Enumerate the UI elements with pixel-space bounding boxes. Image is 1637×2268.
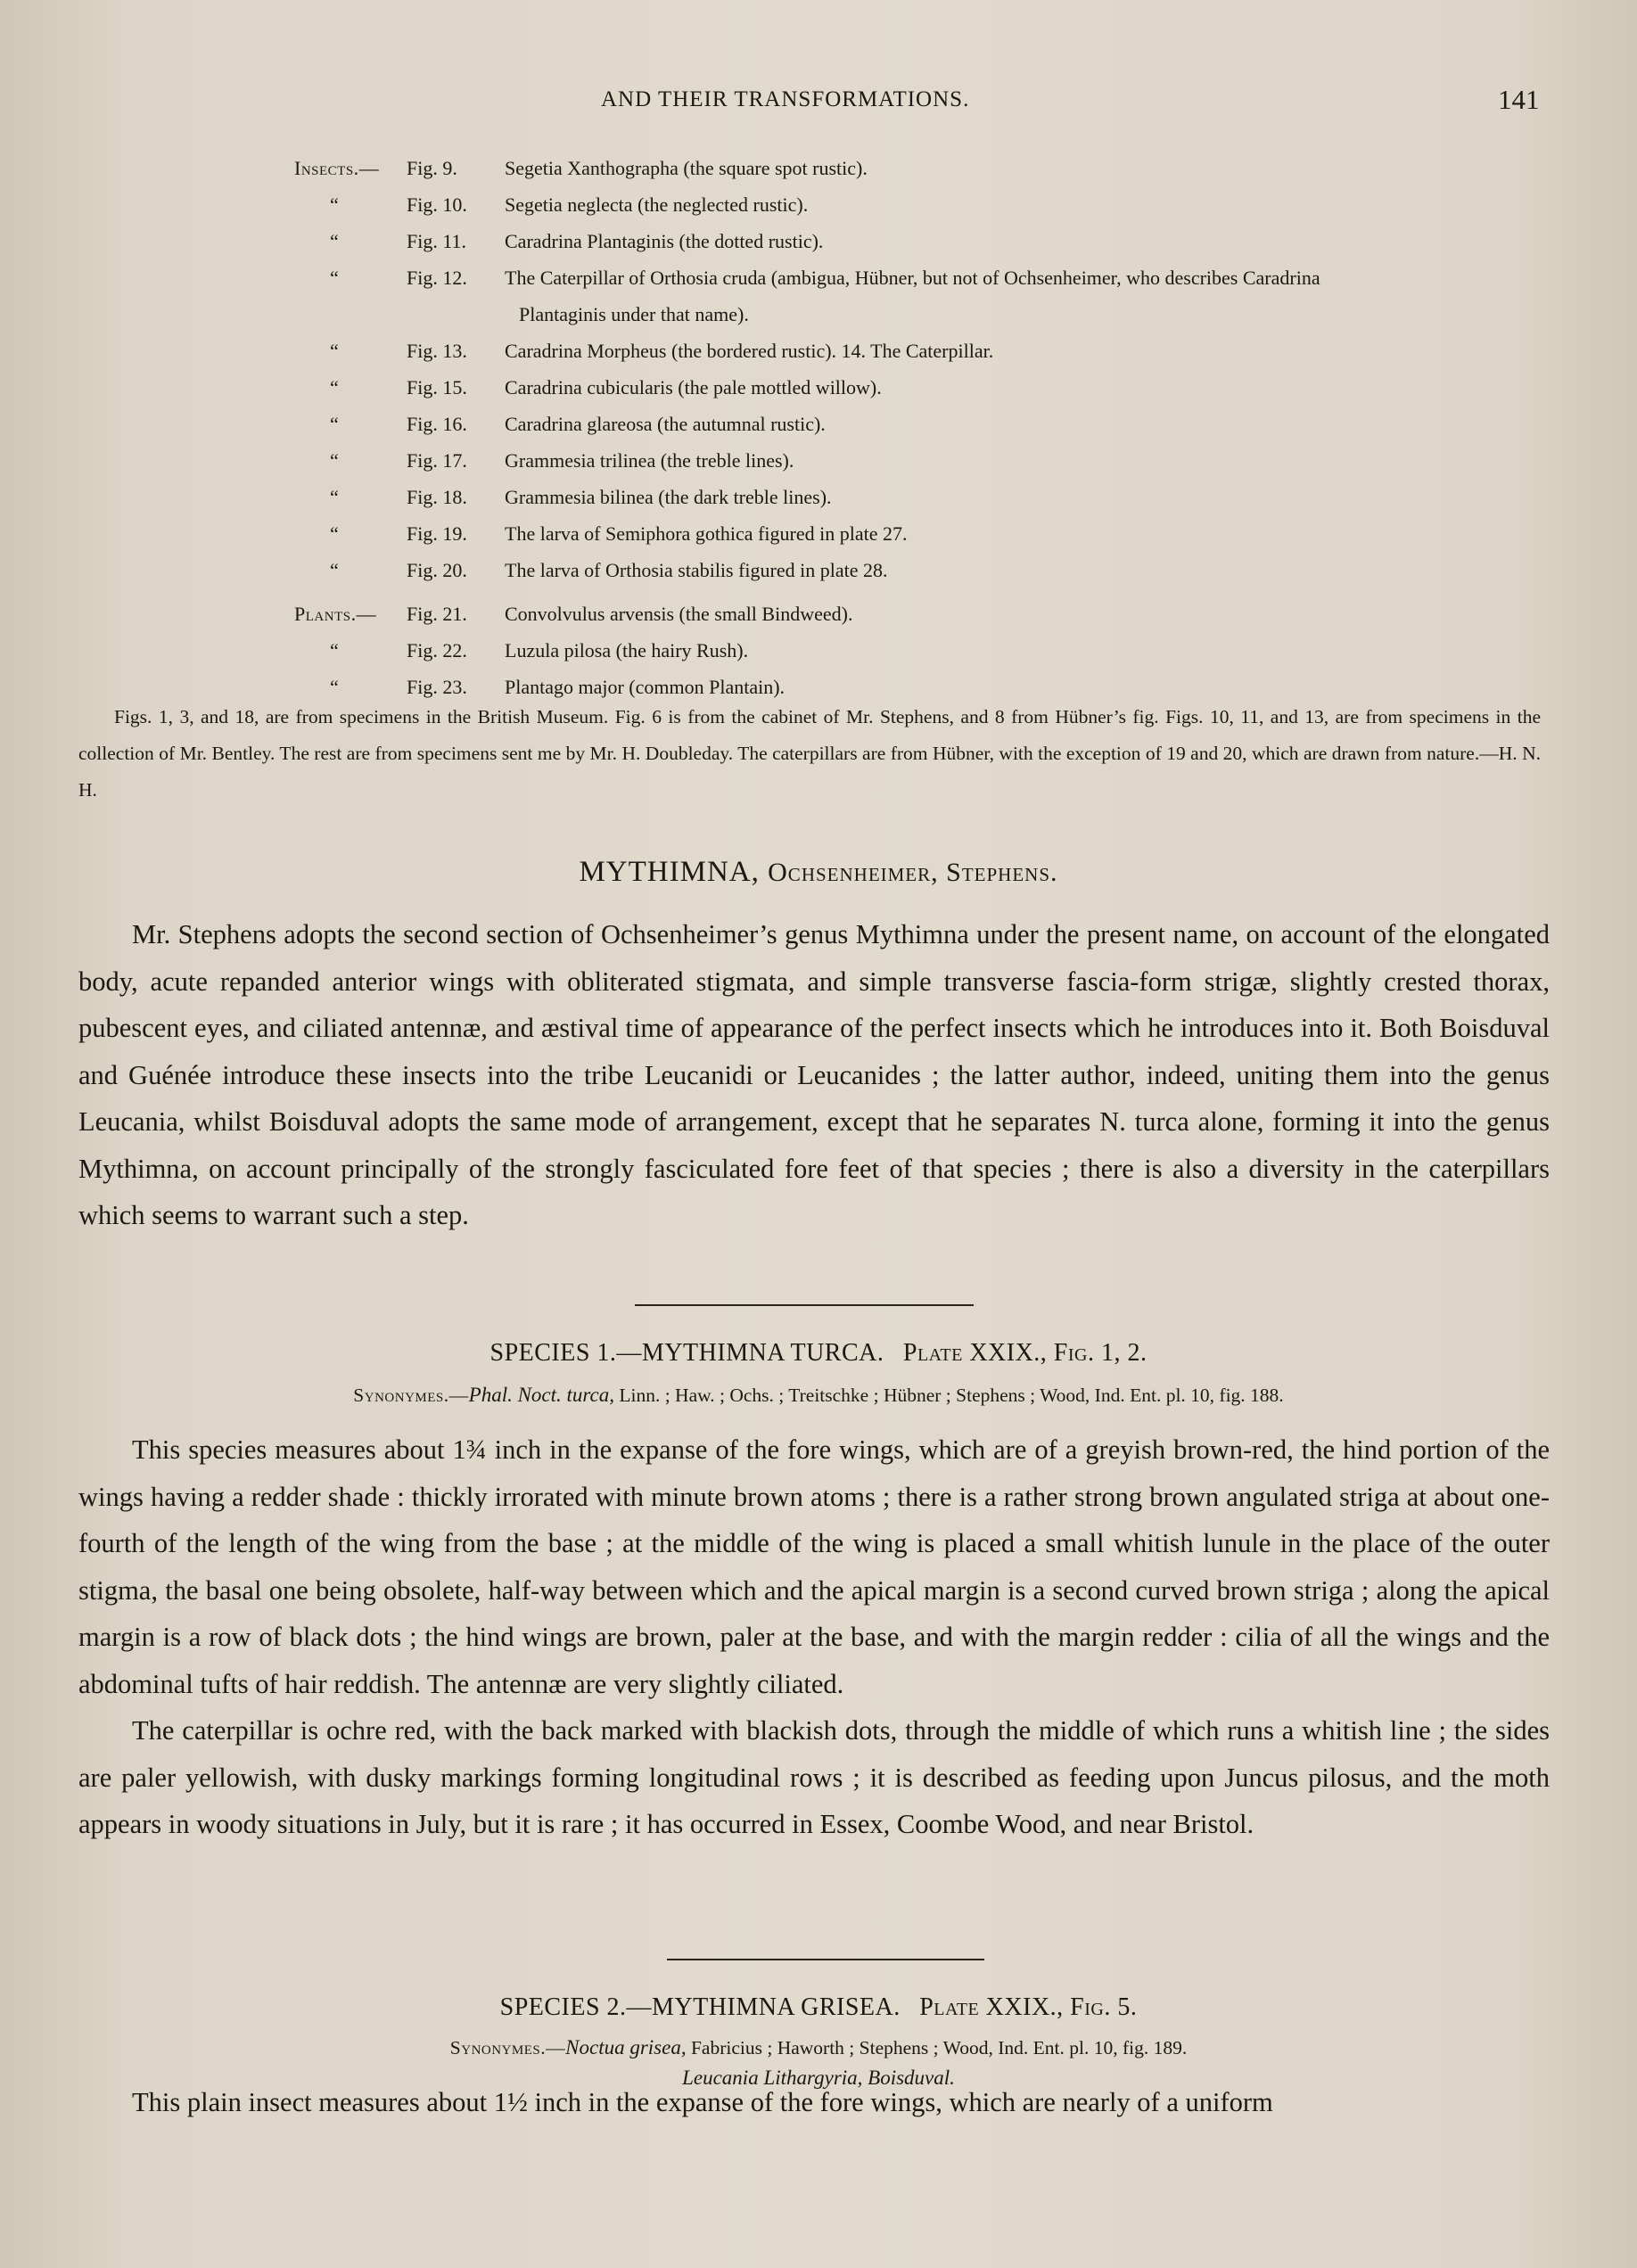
figure-description: Convolvulus arvensis (the small Bindweed). <box>505 603 853 625</box>
species-1-paragraph-2: The caterpillar is ochre red, with the back marked with blackish dots, through the middle of which runs a whitish line ; the sides are paler yellowish, with dusky markings forming longitudinal rows ; it is described as feeding upon Juncus pilosus, and the moth appears in woody situations in July, but it is rare ; it has occurred in Essex, Coombe Wood, and near Bristol. <box>78 1715 1550 1839</box>
figure-entry <box>294 369 1578 406</box>
section-rule <box>667 1959 984 1960</box>
ditto-mark: “ <box>330 486 339 508</box>
group-name: Insects. <box>294 157 359 179</box>
synonym-rest: Fabricius ; Haworth ; Stephens ; Wood, Ind. Ent. pl. 10, fig. 189. <box>686 2037 1188 2058</box>
figure-description: Grammesia trilinea (the treble lines). <box>505 449 794 472</box>
figure-entry <box>294 223 1578 259</box>
figure-number: Fig. 9. <box>407 157 457 179</box>
figure-entry <box>294 632 1578 669</box>
figure-description: Caradrina Morpheus (the bordered rustic). 14. The Caterpillar. <box>505 340 994 362</box>
figure-number: Fig. 15. <box>407 376 467 399</box>
figure-group-label <box>294 150 379 186</box>
figure-description: Grammesia bilinea (the dark treble lines). <box>505 486 832 508</box>
ditto-mark: “ <box>330 522 339 545</box>
species-2-description <box>78 2079 1550 2126</box>
figure-description: Plantaginis under that name). <box>519 303 749 325</box>
species-1-description <box>78 1426 1550 1848</box>
species-2-plate: Plate XXIX., Fig. 5. <box>919 1993 1138 2021</box>
running-header <box>0 84 1637 123</box>
figure-entry <box>294 479 1578 515</box>
figure-description: Caradrina Plantaginis (the dotted rustic). <box>505 230 824 252</box>
species-2-paragraph-1: This plain insect measures about 1½ inch in the expanse of the fore wings, which are nearly of a uniform <box>132 2087 1273 2117</box>
synonym-rest: Linn. ; Haw. ; Ochs. ; Treitschke ; Hübner ; Stephens ; Wood, Ind. Ent. pl. 10, fig. 188. <box>613 1385 1284 1406</box>
ditto-mark: “ <box>330 449 339 472</box>
figure-entry <box>294 186 1578 223</box>
figure-description: Caradrina glareosa (the autumnal rustic). <box>505 413 826 435</box>
ditto-mark: “ <box>330 230 339 252</box>
figure-number: Fig. 20. <box>407 559 467 581</box>
figure-group-label <box>294 596 376 632</box>
figure-entry <box>294 296 1578 333</box>
figure-description: Segetia Xanthographa (the square spot rustic). <box>505 157 868 179</box>
group-dash: — <box>356 603 377 625</box>
group-dash: — <box>358 157 380 179</box>
figure-description: The Caterpillar of Orthosia cruda (ambigua, Hübner, but not of Ochsenheimer, who describes Caradrina <box>505 267 1320 289</box>
synonym-line-2: Leucania Lithargyria, Boisduval. <box>682 2067 955 2089</box>
figure-number: Fig. 13. <box>407 340 467 362</box>
genus-heading <box>0 856 1637 889</box>
group-gap <box>294 588 1578 596</box>
species-1-plate: Plate XXIX., Fig. 1, 2. <box>902 1339 1148 1367</box>
genus-paragraph: Mr. Stephens adopts the second section of Ochsenheimer’s genus Mythimna under the present name, on account of the elongated body, acute repanded anterior wings with obliterated stigmata, and simple transverse fascia-form strigæ, slightly crested thorax, pubescent eyes, and ciliated antennæ, and æstival time of appearance of the perfect insects which he introduces into it. Both Boisduval and Guénée introduce these insects into the tribe Leucanidi or Leucanides ; the latter author, indeed, uniting them into the genus Leucania, whilst Boisduval adopts the same mode of arrangement, except that he separates N. turca alone, forming it into the genus Mythimna, on account principally of the strongly fasciculated fore feet of that species ; there is also a diversity in the caterpillars which seems to warrant such a step. <box>78 919 1550 1230</box>
figure-entry <box>294 259 1578 296</box>
synonym-italic: Phal. Noct. turca, <box>468 1384 614 1406</box>
ditto-mark: “ <box>330 413 339 435</box>
species-2-title: SPECIES 2.—MYTHIMNA GRISEA. <box>499 1993 901 2021</box>
figure-number: Fig. 18. <box>407 486 467 508</box>
figure-list <box>294 150 1578 705</box>
ditto-mark: “ <box>330 267 339 289</box>
figure-number: Fig. 12. <box>407 267 467 289</box>
figure-entry <box>294 442 1578 479</box>
figure-description: Plantago major (common Plantain). <box>505 676 786 698</box>
figure-entry <box>294 515 1578 552</box>
figure-entry <box>294 333 1578 369</box>
section-rule <box>635 1304 974 1306</box>
ditto-mark: “ <box>330 676 339 698</box>
ditto-mark: “ <box>330 639 339 662</box>
synonyms-label: Synonymes.— <box>449 2037 566 2058</box>
figure-number: Fig. 22. <box>407 639 467 662</box>
figure-number: Fig. 23. <box>407 676 467 698</box>
genus-name: MYTHIMNA, <box>579 856 760 888</box>
figure-note-text: Figs. 1, 3, and 18, are from specimens in the British Museum. Fig. 6 is from the cabinet of Mr. Stephens, and 8 from Hübner’s fig. Figs. 10, 11, and 13, are from specimens in the collection of Mr. Bentley. The rest are from specimens sent me by Mr. H. Doubleday. The caterpillars are from Hübner, with the exception of 19 and 20, which are drawn from nature.—H. N. H. <box>78 706 1541 801</box>
species-1-heading <box>0 1339 1637 1368</box>
synonyms-label: Synonymes.— <box>353 1385 469 1406</box>
figure-entry <box>294 552 1578 588</box>
genus-authors: Ochsenheimer, Stephens. <box>768 858 1058 887</box>
figure-description: Segetia neglecta (the neglected rustic). <box>505 193 809 216</box>
ditto-mark: “ <box>330 559 339 581</box>
synonym-italic: Noctua grisea, <box>565 2036 687 2058</box>
page-number: 141 <box>1498 84 1540 115</box>
species-1-synonyms <box>0 1380 1637 1410</box>
figure-number: Fig. 19. <box>407 522 467 545</box>
figure-number: Fig. 21. <box>407 603 467 625</box>
figure-entry <box>294 150 1578 186</box>
figure-description: The larva of Semiphora gothica figured in plate 27. <box>505 522 908 545</box>
species-1-title: SPECIES 1.—MYTHIMNA TURCA. <box>489 1339 884 1367</box>
figure-entry <box>294 596 1578 632</box>
figure-number: Fig. 16. <box>407 413 467 435</box>
figure-number: Fig. 17. <box>407 449 467 472</box>
ditto-mark: “ <box>330 376 339 399</box>
running-title: AND THEIR TRANSFORMATIONS. <box>601 87 970 111</box>
ditto-mark: “ <box>330 193 339 216</box>
figure-note <box>78 699 1541 809</box>
figure-description: The larva of Orthosia stabilis figured in plate 28. <box>505 559 888 581</box>
species-2-heading <box>0 1993 1637 2022</box>
figure-number: Fig. 11. <box>407 230 467 252</box>
group-name: Plants. <box>294 603 357 625</box>
ditto-mark: “ <box>330 340 339 362</box>
genus-description <box>78 911 1550 1239</box>
species-1-paragraph-1: This species measures about 1¾ inch in the expanse of the fore wings, which are of a greyish brown-red, the hind portion of the wings having a redder shade : thickly irrorated with minute brown atoms ; there is a rather strong brown angulated striga at about one-fourth of the length of the wing from the base ; at the middle of the wing is placed a small whitish lunule in the place of the outer stigma, the basal one being obsolete, half-way between which and the apical margin is a second curved brown striga ; along the apical margin is a row of black dots ; the hind wings are brown, paler at the base, and with the margin redder : cilia of all the wings and the abdominal tufts of hair reddish. The antennæ are very slightly ciliated. <box>78 1434 1550 1699</box>
figure-description: Luzula pilosa (the hairy Rush). <box>505 639 749 662</box>
figure-description: Caradrina cubicularis (the pale mottled willow). <box>505 376 882 399</box>
figure-number: Fig. 10. <box>407 193 467 216</box>
figure-entry <box>294 406 1578 442</box>
